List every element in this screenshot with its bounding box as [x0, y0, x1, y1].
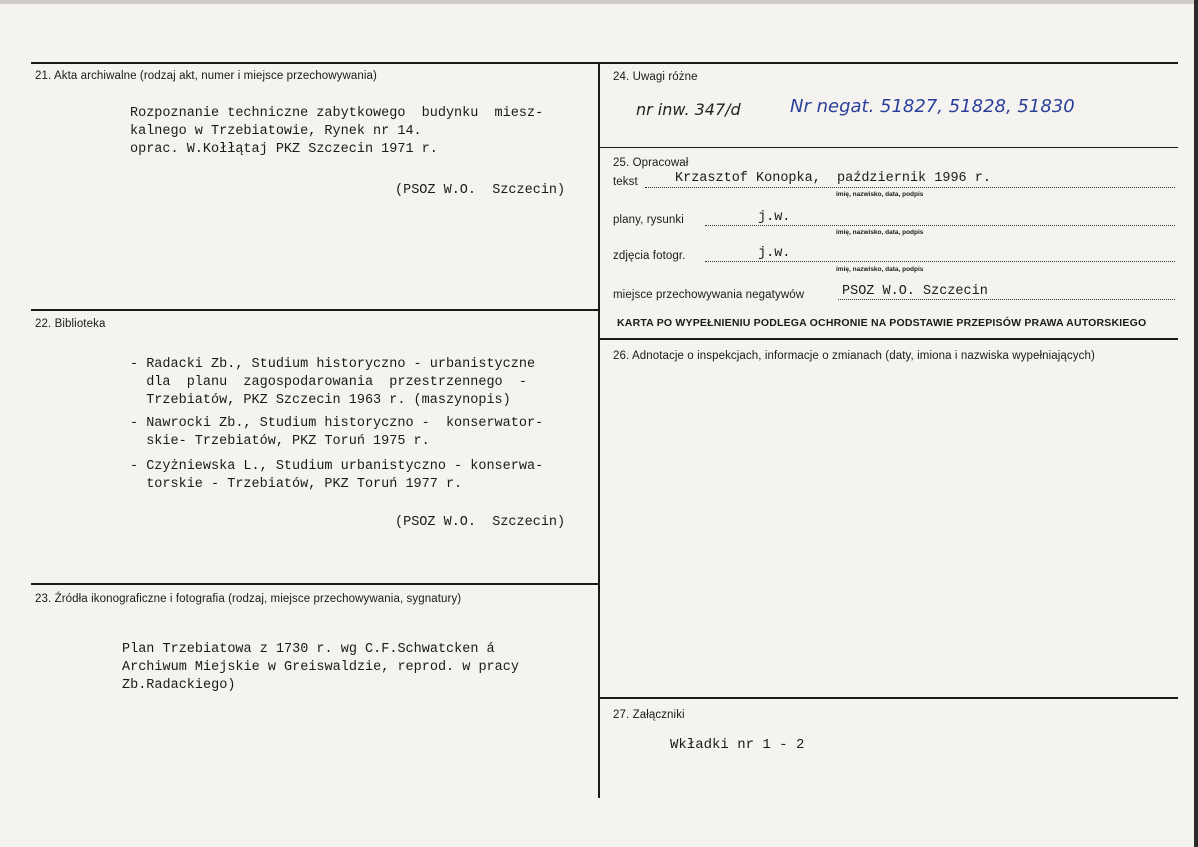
section-25-label: 25. Opracował: [613, 157, 689, 169]
section-23-line-2: Archiwum Miejskie w Greiswaldzie, reprod. w pracy: [122, 660, 519, 675]
card-top-edge: [0, 0, 1198, 4]
biblio-item-1-line-3: Trzebiatów, PKZ Szczecin 1963 r. (maszynopis): [130, 393, 511, 408]
section-21-label: 21. Akta archiwalne (rodzaj akt, numer i miejsce przechowywania): [35, 70, 377, 82]
negative-numbers-handwritten: Nr negat. 51827, 51828, 51830: [790, 96, 1075, 117]
rule-26-27: [599, 697, 1178, 699]
section-27-value: Wkładki nr 1 - 2: [670, 737, 805, 753]
plany-sublabel: imię, nazwisko, data, podpis: [836, 229, 924, 236]
inventory-number-handwritten: nr inw. 347/d: [636, 100, 741, 119]
section-22-place: (PSOZ W.O. Szczecin): [395, 515, 566, 530]
vertical-divider: [598, 62, 600, 798]
section-23-line-1: Plan Trzebiatowa z 1730 r. wg C.F.Schwatcken á: [122, 642, 495, 657]
rule-22-23: [31, 583, 599, 585]
tekst-value: Krzasztof Konopka, październik 1996 r.: [675, 171, 991, 186]
copyright-notice: KARTA PO WYPEŁNIENIU PODLEGA OCHRONIE NA PODSTAWIE PRZEPISÓW PRAWA AUTORSKIEGO: [617, 317, 1147, 329]
section-22-label: 22. Biblioteka: [35, 318, 106, 330]
plany-value: j.w.: [758, 210, 791, 225]
section-23-line-3: Zb.Radackiego): [122, 678, 236, 693]
biblio-item-3-line-1: - Czyżniewska L., Studium urbanistyczno - konserwa-: [130, 459, 544, 474]
section-24-label: 24. Uwagi różne: [613, 71, 698, 83]
section-21-place: (PSOZ W.O. Szczecin): [395, 183, 566, 198]
section-21-line-2: kalnego w Trzebiatowie, Rynek nr 14.: [130, 124, 422, 139]
section-23-label: 23. Źródła ikonograficzne i fotografia (rodzaj, miejsce przechowywania, sygnatury): [35, 593, 462, 605]
biblio-item-2-line-1: - Nawrocki Zb., Studium historyczno - konserwator-: [130, 416, 544, 431]
negatywy-label: miejsce przechowywania negatywów: [613, 289, 805, 301]
section-26-label: 26. Adnotacje o inspekcjach, informacje o zmianach (daty, imiona i nazwiska wypełniających): [613, 350, 1095, 362]
section-21-line-3: oprac. W.Kołłątaj PKZ Szczecin 1971 r.: [130, 142, 438, 157]
biblio-item-1-line-2: dla planu zagospodarowania przestrzennego -: [130, 375, 527, 390]
zdjecia-sublabel: imię, nazwisko, data, podpis: [836, 266, 924, 273]
tekst-sublabel: imię, nazwisko, data, podpis: [836, 191, 924, 198]
card-right-edge: [1194, 0, 1198, 847]
rule-25-26: [599, 338, 1178, 340]
biblio-item-2-line-2: skie- Trzebiatów, PKZ Toruń 1975 r.: [130, 434, 430, 449]
rule-21-22: [31, 309, 599, 311]
negatywy-value: PSOZ W.O. Szczecin: [842, 284, 988, 299]
biblio-item-1-line-1: - Radacki Zb., Studium historyczno - urbanistyczne: [130, 357, 536, 372]
biblio-item-3-line-2: torskie - Trzebiatów, PKZ Toruń 1977 r.: [130, 477, 463, 492]
section-21-line-1: Rozpoznanie techniczne zabytkowego budynku miesz-: [130, 106, 544, 121]
section-27-label: 27. Załączniki: [613, 709, 685, 721]
tekst-label: tekst: [613, 176, 638, 188]
plany-label: plany, rysunki: [613, 214, 684, 226]
zdjecia-label: zdjęcia fotogr.: [613, 250, 686, 262]
rule-24-25: [599, 147, 1178, 148]
zdjecia-value: j.w.: [758, 246, 791, 261]
top-rule: [31, 62, 1178, 64]
